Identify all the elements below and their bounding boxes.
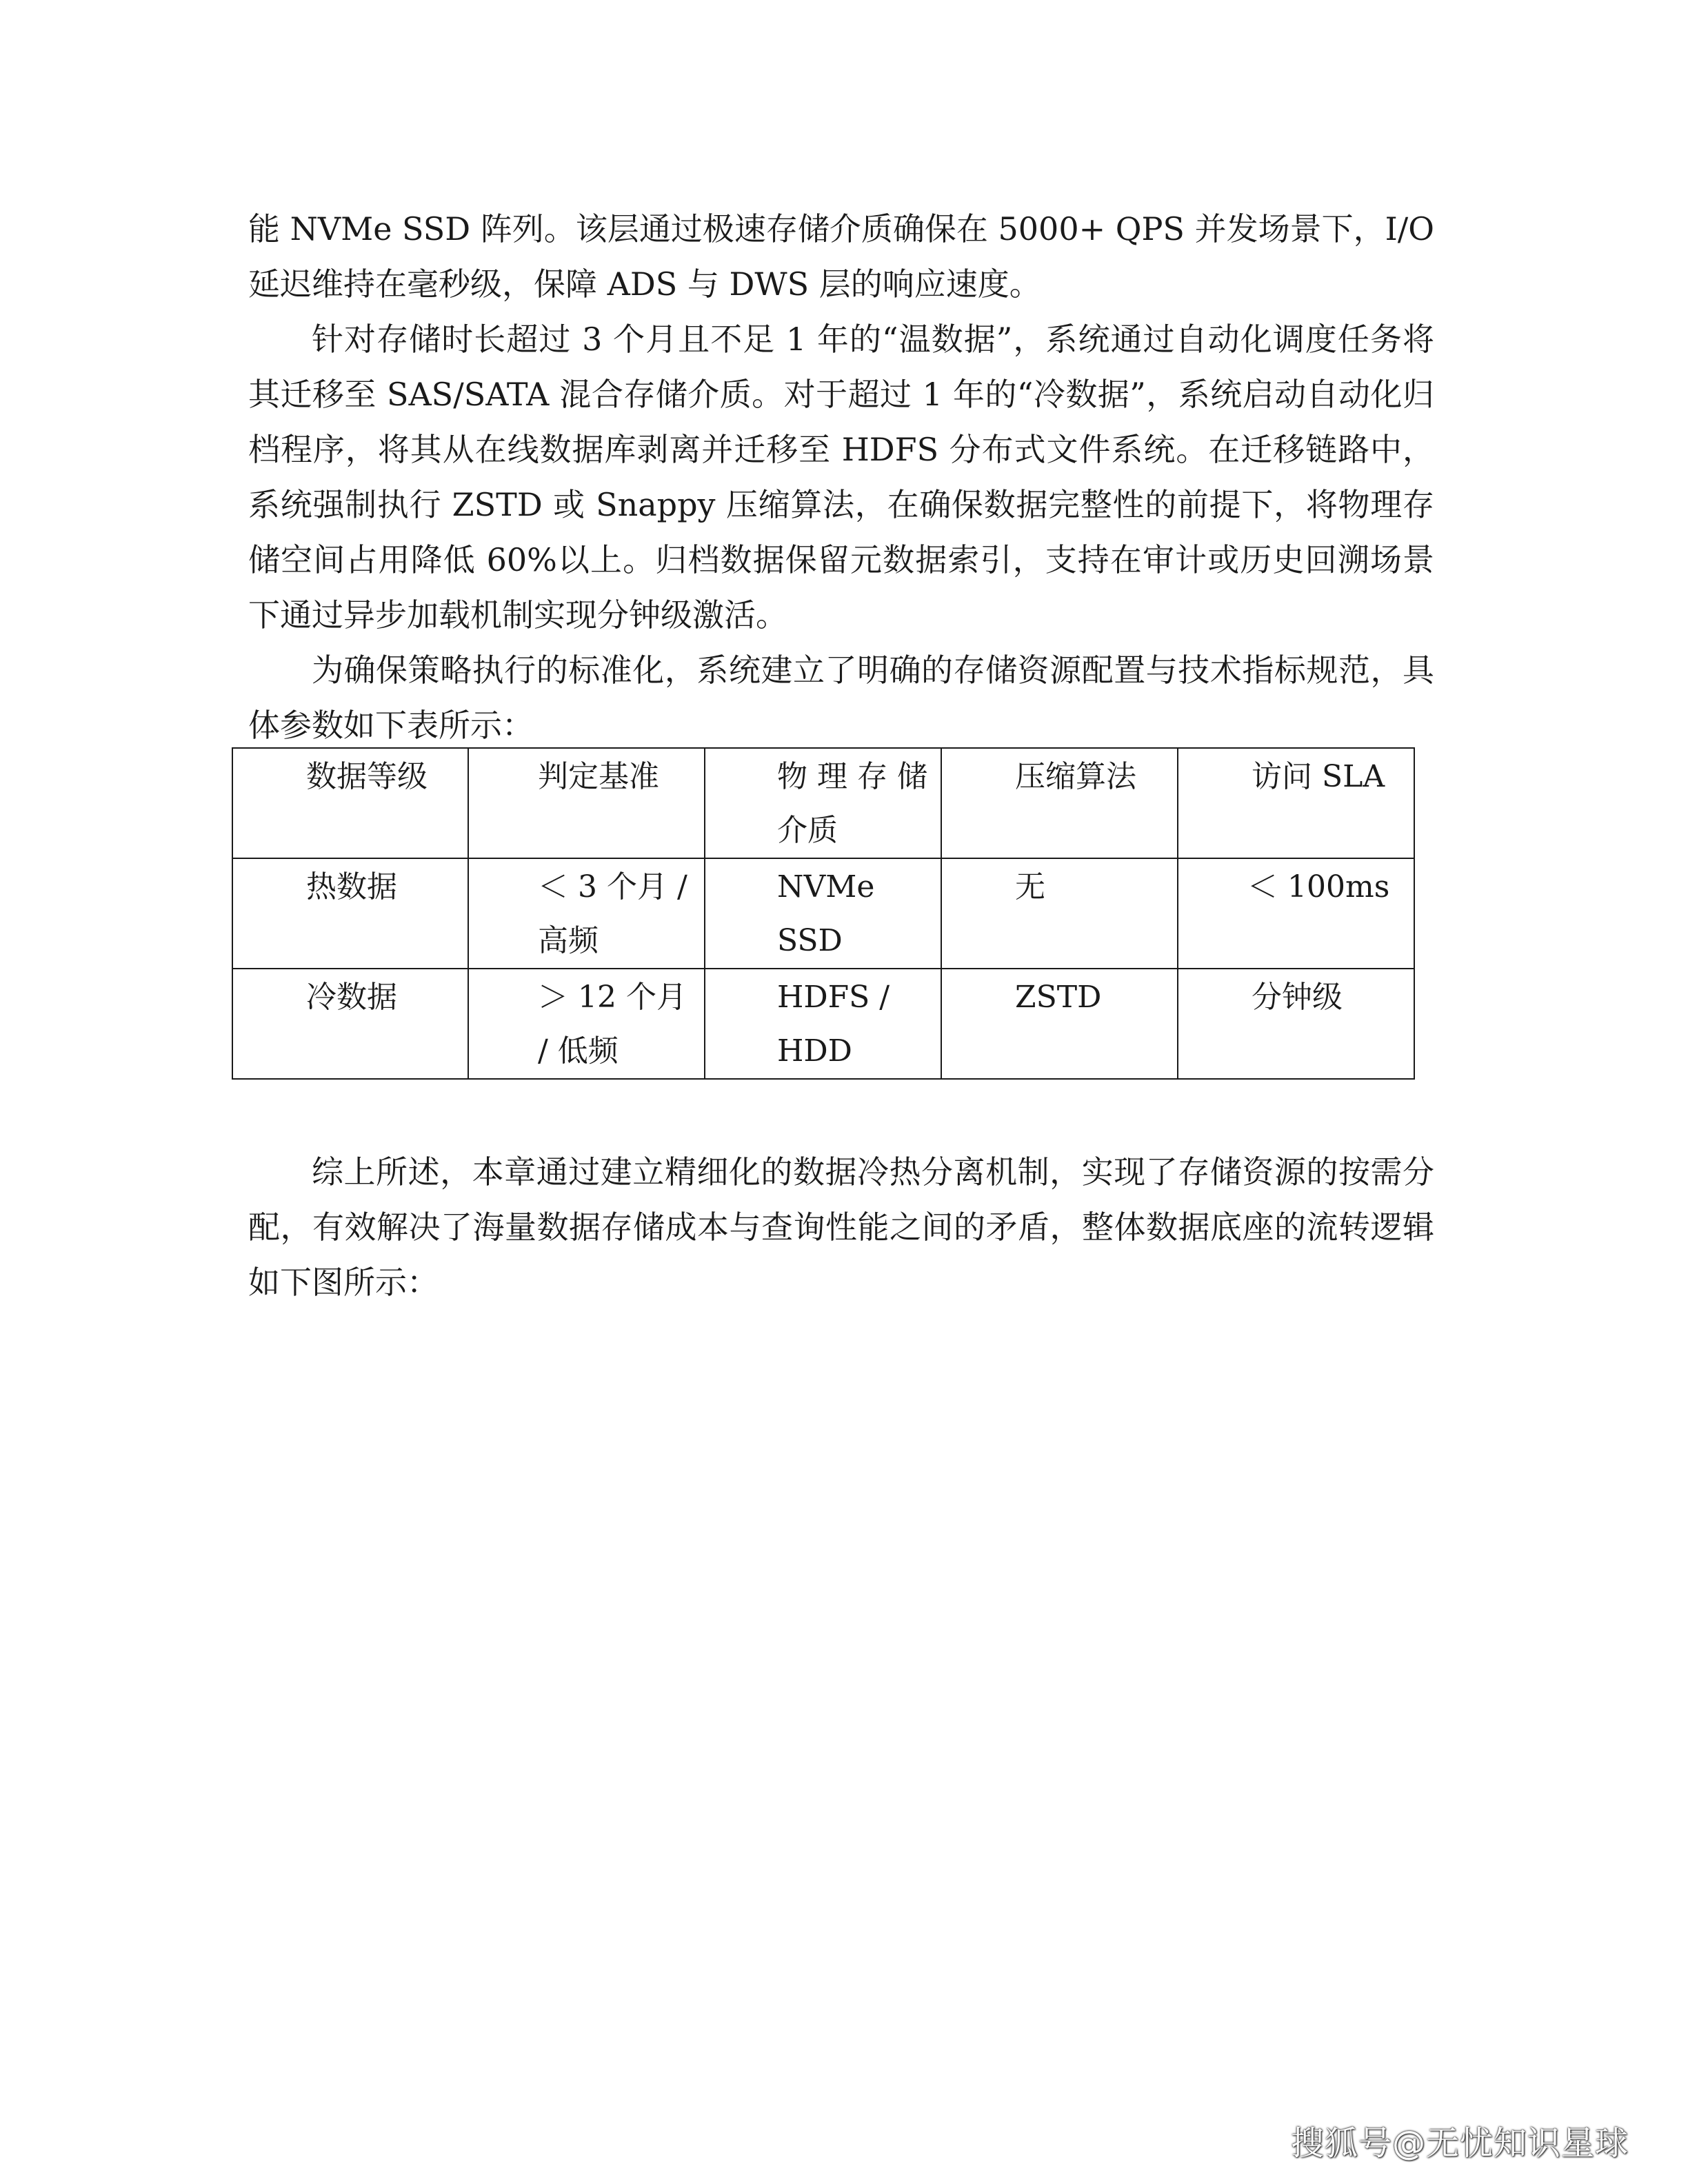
table-header-cell: 数据等级 (232, 748, 468, 858)
table-row (232, 969, 1414, 1079)
paragraph-conclusion: 综上所述，本章通过建立精细化的数据冷热分离机制，实现了存储资源的按需分配，有效解决了海量数据存储成本与查询性能之间的矛盾，整体数据底座的流转逻辑如下图所示： (248, 1153, 1434, 1301)
table-cell: HDFS / HDD (705, 969, 941, 1079)
table-cell: ＞ 12 个月 / 低频 (468, 969, 705, 1079)
table-cell: 冷数据 (232, 969, 468, 1079)
table-cell: 分钟级 (1178, 969, 1414, 1079)
paragraph-table-intro: 为确保策略执行的标准化，系统建立了明确的存储资源配置与技术指标规范，具体参数如下表所示： (248, 651, 1434, 744)
table-header-cell: 压缩算法 (941, 748, 1178, 858)
table-header-row (232, 748, 1414, 858)
paragraph-storage-hot: 能 NVMe SSD 阵列。该层通过极速存储介质确保在 5000+ QPS 并发场景下，I/O 延迟维持在毫秒级，保障 ADS 与 DWS 层的响应速度。 (248, 210, 1434, 303)
table-header-cell: 访问 SLA (1178, 748, 1414, 858)
table-row (232, 858, 1414, 969)
storage-spec-table (232, 747, 1415, 1080)
table-cell: ＜ 100ms (1178, 858, 1414, 969)
table-header-cell: 判定基准 (468, 748, 705, 858)
watermark-text: 搜狐号@无忧知识星球 (1290, 2124, 1629, 2163)
table-header-cell: 物 理 存 储 介质 (705, 748, 941, 858)
table-cell: NVMe SSD (705, 858, 941, 969)
paragraph-warm-cold-migration: 针对存储时长超过 3 个月且不足 1 年的“温数据”，系统通过自动化调度任务将其迁移至 SAS/SATA 混合存储介质。对于超过 1 年的“冷数据”，系统启动自动化归档程序，将其从在线数据库剥离并迁移至 HDFS 分布式文件系统。在迁移链路中，系统强制执行 ZSTD 或 Snappy 压缩算法，在确保数据完整性的前提下，将物理存储空间占用降低 60%以上。归档数据保留元数据索引，支持在审计或历史回溯场景下通过异步加载机制实现分钟级激活。 (248, 321, 1434, 634)
table-cell: 无 (941, 858, 1178, 969)
table-cell: ZSTD (941, 969, 1178, 1079)
table-cell: 热数据 (232, 858, 468, 969)
table-cell: ＜ 3 个月 / 高频 (468, 858, 705, 969)
